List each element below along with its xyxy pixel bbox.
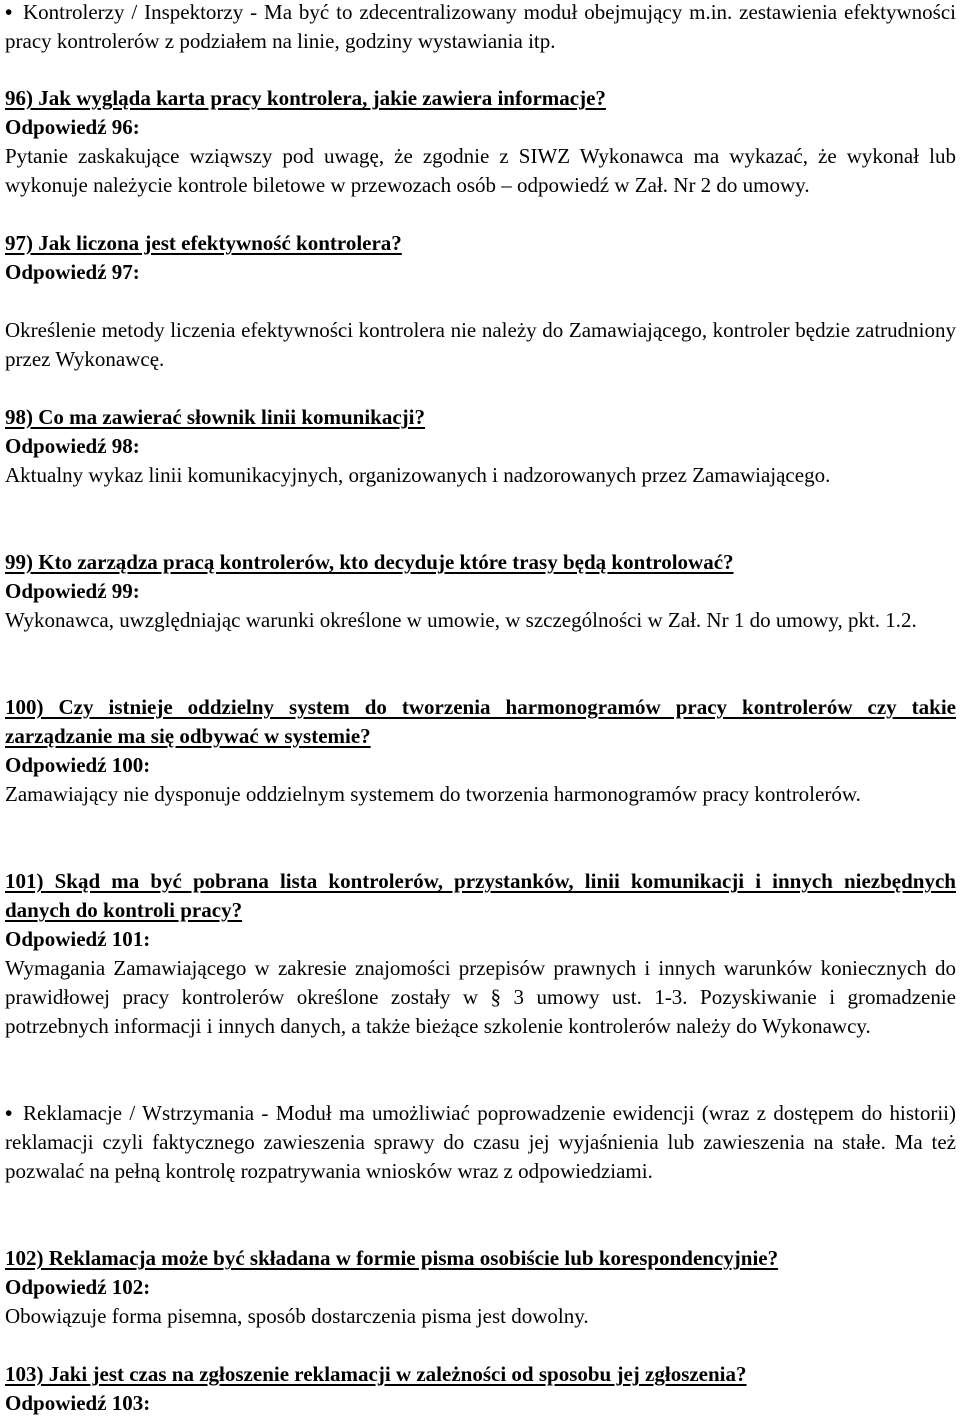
bullet-marker: • bbox=[5, 0, 13, 24]
question-101: 101) Skąd ma być pobrana lista kontrolerów, przystanków, linii komunikacji i innych niezbędnych danych do kontroli pracy? bbox=[5, 869, 956, 922]
answer-label-97: Odpowiedź 97: bbox=[5, 260, 140, 284]
bullet-marker: • bbox=[5, 1101, 13, 1125]
question-98: 98) Co ma zawierać słownik linii komunikacji? bbox=[5, 405, 426, 429]
answer-text-99: Wykonawca, uwzględniając warunki określone w umowie, w szczególności w Zał. Nr 1 do umowy, pkt. 1.2. bbox=[5, 608, 917, 632]
question-96: 96) Jak wygląda karta pracy kontrolera, jakie zawiera informacje? bbox=[5, 86, 606, 110]
answer-label-100: Odpowiedź 100: bbox=[5, 753, 151, 777]
bullet-text: Reklamacje / Wstrzymania - Moduł ma umożliwiać poprowadzenie ewidencji (wraz z dostępem do historii) reklamacji czyli faktycznego zawieszenia sprawy do czasu jej wyjaśnienia lub zawieszenia na stałe. Ma też pozwalać na pełną kontrolę rozpatrywania wniosków wraz z odpowiedziami. bbox=[5, 1101, 956, 1183]
question-100: 100) Czy istnieje oddzielny system do tworzenia harmonogramów pracy kontrolerów czy takie zarządzanie ma się odbywać w systemie? bbox=[5, 695, 956, 748]
question-99: 99) Kto zarządza pracą kontrolerów, kto decyduje które trasy będą kontrolować? bbox=[5, 550, 734, 574]
answer-text-97: Określenie metody liczenia efektywności kontrolera nie należy do Zamawiającego, kontroler będzie zatrudniony przez Wykonawcę. bbox=[5, 318, 956, 371]
answer-label-103: Odpowiedź 103: bbox=[5, 1391, 151, 1415]
bullet-item-kontrolerzy bbox=[5, 0, 956, 56]
answer-label-99: Odpowiedź 99: bbox=[5, 579, 140, 603]
answer-text-101: Wymagania Zamawiającego w zakresie znajomości przepisów prawnych i innych warunków koniecznych do prawidłowej pracy kontrolerów określone zostały w § 3 umowy ust. 1-3. Pozyskiwanie i gromadzenie potrzebnych informacji i innych danych, a także bieżące szkolenie kontrolerów należy do Wykonawcy. bbox=[5, 956, 956, 1038]
question-102: 102) Reklamacja może być składana w formie pisma osobiście lub korespondencyjnie? bbox=[5, 1246, 779, 1270]
question-97: 97) Jak liczona jest efektywność kontrolera? bbox=[5, 231, 402, 255]
question-103: 103) Jaki jest czas na zgłoszenie reklamacji w zależności od sposobu jej zgłoszenia? bbox=[5, 1362, 747, 1386]
answer-text-102: Obowiązuje forma pisemna, sposób dostarczenia pisma jest dowolny. bbox=[5, 1304, 589, 1328]
bullet-text: Kontrolerzy / Inspektorzy - Ma być to zdecentralizowany moduł obejmujący m.in. zestawienia efektywności pracy kontrolerów z podziałem na linie, godziny wystawiania itp. bbox=[5, 0, 956, 53]
answer-text-98: Aktualny wykaz linii komunikacyjnych, organizowanych i nadzorowanych przez Zamawiającego. bbox=[5, 463, 831, 487]
answer-text-100: Zamawiający nie dysponuje oddzielnym systemem do tworzenia harmonogramów pracy kontrolerów. bbox=[5, 782, 861, 806]
answer-label-101: Odpowiedź 101: bbox=[5, 927, 151, 951]
answer-label-96: Odpowiedź 96: bbox=[5, 115, 140, 139]
answer-label-102: Odpowiedź 102: bbox=[5, 1275, 151, 1299]
answer-label-98: Odpowiedź 98: bbox=[5, 434, 140, 458]
bullet-item-reklamacje bbox=[5, 1099, 956, 1186]
answer-text-96: Pytanie zaskakujące wziąwszy pod uwagę, że zgodnie z SIWZ Wykonawca ma wykazać, że wykonał lub wykonuje należycie kontrole biletowe w przewozach osób – odpowiedź w Zał. Nr 2 do umowy. bbox=[5, 144, 956, 197]
